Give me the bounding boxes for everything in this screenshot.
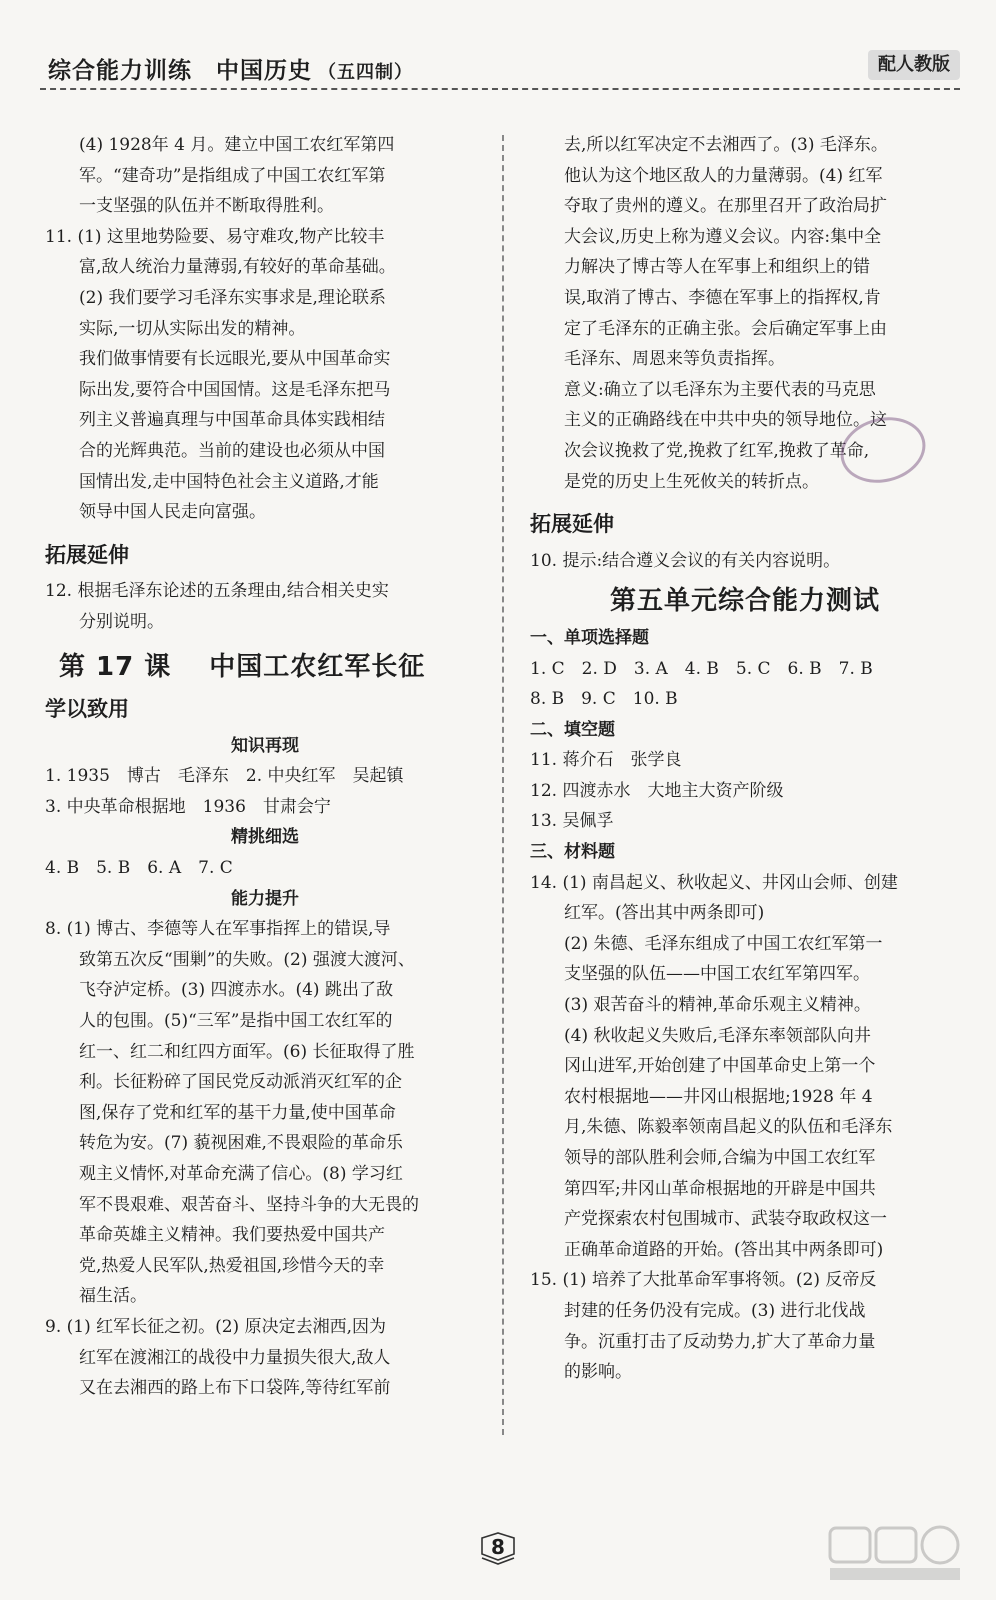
text-line: 大会议,历史上称为遵义会议。内容:集中全 <box>564 226 882 247</box>
text-line: 又在去湘西的路上布下口袋阵,等待红军前 <box>79 1378 391 1399</box>
text-line: 11. 蒋介石 张学良 <box>530 750 682 771</box>
text-line: 去,所以红军决定不去湘西了。(3) 毛泽东。 <box>564 135 888 155</box>
text-line: 转危为安。(7) 藐视困难,不畏艰险的革命乐 <box>79 1133 403 1154</box>
text-line: 致第五次反“围剿”的失败。(2) 强渡大渡河、 <box>79 949 415 970</box>
text-line: 13. 吴佩孚 <box>530 811 614 832</box>
text-line: 8. (1) 博古、李德等人在军事指挥上的错误,导 <box>45 919 391 940</box>
header-divider <box>40 88 960 90</box>
page-number <box>478 1532 518 1566</box>
text-line: 领导中国人民走向富强。 <box>79 502 266 523</box>
text-line: (4) 秋收起义失败后,毛泽东率领部队向井 <box>564 1025 871 1046</box>
right-column <box>530 130 960 1388</box>
text-line: 党,热爱人民军队,热爱祖国,珍惜今天的幸 <box>79 1255 385 1276</box>
text-line: 产党探索农村包围城市、武装夺取政权这一 <box>564 1209 887 1230</box>
text-line: 主义的正确路线在中共中央的领导地位。这 <box>564 410 887 431</box>
text-line: 人的包围。(5)“三军”是指中国工农红军的 <box>79 1011 393 1032</box>
text-line: 1. 1935 博古 毛泽东 2. 中央红军 吴起镇 <box>45 766 404 787</box>
section-heading: 拓展延伸 <box>530 512 614 537</box>
text-line: 是党的历史上生死攸关的转折点。 <box>564 471 819 492</box>
page-header <box>40 48 960 88</box>
text-line: 的影响。 <box>564 1362 632 1383</box>
text-line: 9. (1) 红军长征之初。(2) 原决定去湘西,因为 <box>45 1316 386 1337</box>
text-line: 际出发,要符合中国国情。这是毛泽东把马 <box>79 379 391 400</box>
book-title <box>48 52 413 85</box>
text-line: 我们做事情要有长远眼光,要从中国革命实 <box>79 349 391 370</box>
text-line: 正确革命道路的开始。(答出其中两条即可) <box>564 1239 884 1260</box>
lesson-title <box>59 652 485 683</box>
subsection-heading: 能力提升 <box>231 888 299 909</box>
column-divider <box>502 135 504 1435</box>
text-line: 合的光辉典范。当前的建设也必须从中国 <box>79 440 385 461</box>
text-line: 图,保存了党和红军的基干力量,使中国革命 <box>79 1102 396 1123</box>
watermark-logo-icon <box>826 1522 966 1584</box>
text-line: 飞夺泸定桥。(3) 四渡赤水。(4) 跳出了敌 <box>79 980 393 1001</box>
text-line: 12. 根据毛泽东论述的五条理由,结合相关史实 <box>45 581 389 602</box>
text-line: 14. (1) 南昌起义、秋收起义、井冈山会师、创建 <box>530 872 898 893</box>
text-line: (3) 艰苦奋斗的精神,革命乐观主义精神。 <box>564 995 871 1016</box>
text-line: (2) 朱德、毛泽东组成了中国工农红军第一 <box>564 933 883 954</box>
book-title-text: 综合能力训练 中国历史 <box>48 58 312 84</box>
text-line: 8. B 9. C 10. B <box>530 689 678 710</box>
text-line: 争。沉重打击了反动势力,扩大了革命力量 <box>564 1331 876 1352</box>
text-line: 支坚强的队伍——中国工农红军第四军。 <box>564 964 870 985</box>
edition-badge: 配人教版 <box>868 50 960 80</box>
text-line: 月,朱德、陈毅率领南昌起义的队伍和毛泽东 <box>564 1117 893 1138</box>
left-column <box>45 130 485 1404</box>
subsection-heading: 一、单项选择题 <box>530 627 649 648</box>
text-line: 分别说明。 <box>79 611 164 632</box>
text-line: 他认为这个地区敌人的力量薄弱。(4) 红军 <box>564 165 883 186</box>
text-line: 农村根据地——井冈山根据地;1928 年 4 <box>564 1086 873 1107</box>
lesson-name: 中国工农红军长征 <box>209 651 426 682</box>
text-line: (4) 1928年 4 月。建立中国工农红军第四 <box>79 135 395 155</box>
text-line: 观主义情怀,对革命充满了信心。(8) 学习红 <box>79 1164 403 1184</box>
section-heading: 拓展延伸 <box>45 542 129 567</box>
text-line: 10. 提示:结合遵义会议的有关内容说明。 <box>530 550 841 571</box>
text-line: 红军在渡湘江的战役中力量损失很大,敌人 <box>79 1347 391 1368</box>
text-line: 领导的部队胜利会师,合编为中国工农红军 <box>564 1148 876 1168</box>
text-line: 革命英雄主义精神。我们要热爱中国共产 <box>79 1225 385 1246</box>
text-line: 红一、红二和红四方面军。(6) 长征取得了胜 <box>79 1041 415 1062</box>
text-line: 毛泽东、周恩来等负责指挥。 <box>564 349 785 370</box>
text-line: 误,取消了博古、李德在军事上的指挥权,肯 <box>564 287 881 308</box>
subsection-heading: 知识再现 <box>231 735 299 756</box>
text-line: 实际,一切从实际出发的精神。 <box>79 318 306 339</box>
text-line: (2) 我们要学习毛泽东实事求是,理论联系 <box>79 287 386 308</box>
left-block-a <box>45 130 485 638</box>
text-line: 冈山进军,开始创建了中国革命史上第一个 <box>564 1056 876 1077</box>
subsection-heading: 三、材料题 <box>530 842 615 863</box>
text-line: 定了毛泽东的正确主张。会后确定军事上由 <box>564 318 887 339</box>
subsection-heading: 二、填空题 <box>530 719 615 740</box>
text-line: 红军。(答出其中两条即可) <box>564 903 765 924</box>
text-line: 列主义普遍真理与中国革命具体实践相结 <box>79 410 385 431</box>
text-line: 封建的任务仍没有完成。(3) 进行北伐战 <box>564 1300 866 1321</box>
text-line: 次会议挽救了党,挽救了红军,挽救了革命, <box>564 440 870 461</box>
text-line: 15. (1) 培养了大批革命军事将领。(2) 反帝反 <box>530 1270 877 1291</box>
text-line: 军不畏艰难、艰苦奋斗、坚持斗争的大无畏的 <box>79 1194 419 1215</box>
lesson-number: 第 17 课 <box>59 651 172 682</box>
text-line: 利。长征粉碎了国民党反动派消灭红军的企 <box>79 1072 402 1093</box>
text-line: 福生活。 <box>79 1286 147 1307</box>
subsection-heading: 精挑细选 <box>231 827 299 848</box>
text-line: 第四军;井冈山革命根据地的开辟是中国共 <box>564 1178 876 1199</box>
unit-test-title: 第五单元综合能力测试 <box>609 586 880 617</box>
right-block-b <box>530 623 960 1388</box>
text-line: 富,敌人统治力量薄弱,有较好的革命基础。 <box>79 257 396 278</box>
page-number-text: 8 <box>491 1535 505 1559</box>
text-line: 12. 四渡赤水 大地主大资产阶级 <box>530 780 784 801</box>
text-line: 一支坚强的队伍并不断取得胜利。 <box>79 196 334 217</box>
text-line: 意义:确立了以毛泽东为主要代表的马克思 <box>564 379 876 400</box>
text-line: 国情出发,走中国特色社会主义道路,才能 <box>79 471 379 492</box>
text-line: 军。“建奇功”是指组成了中国工农红军第 <box>79 165 386 186</box>
text-line: 力解决了博古等人在军事上和组织上的错 <box>564 257 870 278</box>
text-line: 1. C 2. D 3. A 4. B 5. C 6. B 7. B <box>530 658 873 679</box>
right-block-a <box>530 130 960 576</box>
text-line: 夺取了贵州的遵义。在那里召开了政治局扩 <box>564 196 887 217</box>
section-heading: 学以致用 <box>45 697 129 722</box>
text-line: 3. 中央革命根据地 1936 甘肃会宁 <box>45 796 331 817</box>
left-block-b <box>45 694 485 1404</box>
book-subtitle: （五四制） <box>318 62 413 83</box>
text-line: 4. B 5. B 6. A 7. C <box>45 858 233 879</box>
text-line: 11. (1) 这里地势险要、易守难攻,物产比较丰 <box>45 226 385 247</box>
